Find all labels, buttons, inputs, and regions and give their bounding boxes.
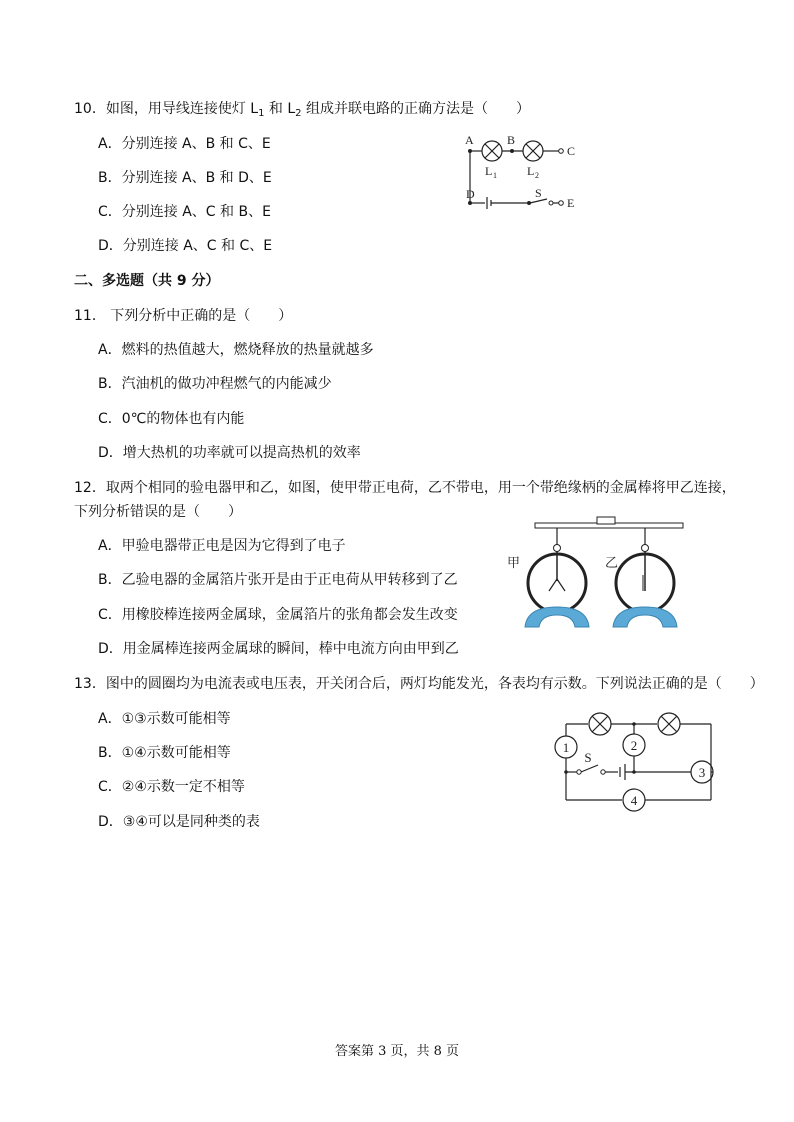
q11-option-c: C．0℃的物体也有内能 bbox=[98, 411, 245, 427]
meter-1-label: 1 bbox=[562, 740, 570, 755]
q13-option-a: A．①③示数可能相等 bbox=[98, 711, 231, 727]
q10-option-c: C．分别连接 A、C 和 B、E bbox=[98, 204, 271, 220]
q13-option-c: C．②④示数一定不相等 bbox=[98, 779, 245, 795]
label-b: B bbox=[507, 133, 516, 147]
q12-option-a: A．甲验电器带正电是因为它得到了电子 bbox=[98, 538, 346, 554]
section-multiple-choice-title: 二、多选题（共 9 分） bbox=[74, 273, 220, 289]
label-a: A bbox=[465, 133, 474, 147]
label-l2: L bbox=[527, 164, 535, 178]
q10-option-d: D．分别连接 A、C 和 C、E bbox=[98, 238, 273, 254]
meter-3-label: 3 bbox=[698, 765, 706, 780]
page-footer: 答案第 3 页，共 8 页 bbox=[334, 1044, 460, 1059]
q13-option-b: B．①④示数可能相等 bbox=[98, 745, 231, 761]
label-l1: L bbox=[485, 164, 493, 178]
q11-option-a: A．燃料的热值越大，燃烧释放的热量就越多 bbox=[98, 342, 374, 358]
q13-option-d: D．③④可以是同种类的表 bbox=[98, 814, 260, 830]
meter-4-label: 4 bbox=[630, 793, 638, 808]
meter-2-label: 2 bbox=[630, 738, 638, 753]
q11-stem: 11． 下列分析中正确的是（ ） bbox=[74, 308, 293, 324]
q12-option-c: C．用橡胶棒连接两金属球，金属箔片的张角都会发生改变 bbox=[98, 607, 458, 623]
q12-electroscope-diagram bbox=[505, 515, 690, 630]
q11-option-b: B．汽油机的做功冲程燃气的内能减少 bbox=[98, 376, 332, 392]
switch-s-label: S bbox=[584, 750, 592, 765]
q13-circuit-diagram bbox=[548, 710, 718, 815]
q11-option-d: D．增大热机的功率就可以提高热机的效率 bbox=[98, 445, 361, 461]
q12-option-d: D．用金属棒连接两金属球的瞬间，棒中电流方向由甲到乙 bbox=[98, 641, 459, 657]
electroscope-jia-icon bbox=[525, 528, 589, 627]
label-d: D bbox=[466, 187, 475, 201]
q10-stem: 10．如图，用导线连接使灯 $L_1$ 和 $L_2$ 组成并联电路的正确方法是（ ） bbox=[74, 101, 530, 119]
q10-circuit-diagram bbox=[455, 128, 595, 218]
label-l1-sub: 1 bbox=[493, 171, 497, 180]
label-jia: 甲 bbox=[507, 556, 521, 571]
label-l2-sub: 2 bbox=[535, 171, 539, 180]
q10-option-b: B．分别连接 A、B 和 D、E bbox=[98, 170, 272, 186]
q12-stem-line1: 12．取两个相同的验电器甲和乙，如图，使甲带正电荷，乙不带电，用一个带绝缘柄的金属棒将甲乙连接， bbox=[74, 480, 736, 496]
electroscope-yi-icon bbox=[613, 528, 677, 627]
q12-option-b: B．乙验电器的金属箔片张开是由于正电荷从甲转移到了乙 bbox=[98, 572, 458, 588]
label-s: S bbox=[535, 186, 542, 200]
label-c: C bbox=[567, 144, 576, 158]
q12-stem-line2: 下列分析错误的是（ ） bbox=[74, 504, 242, 520]
label-e: E bbox=[567, 196, 575, 210]
label-yi: 乙 bbox=[605, 556, 619, 571]
q10-option-a: A．分别连接 A、B 和 C、E bbox=[98, 136, 271, 152]
q13-stem: 13．图中的圆圈均为电流表或电压表，开关闭合后，两灯均能发光，各表均有示数。下列说法正确的是（ ） bbox=[74, 676, 764, 692]
